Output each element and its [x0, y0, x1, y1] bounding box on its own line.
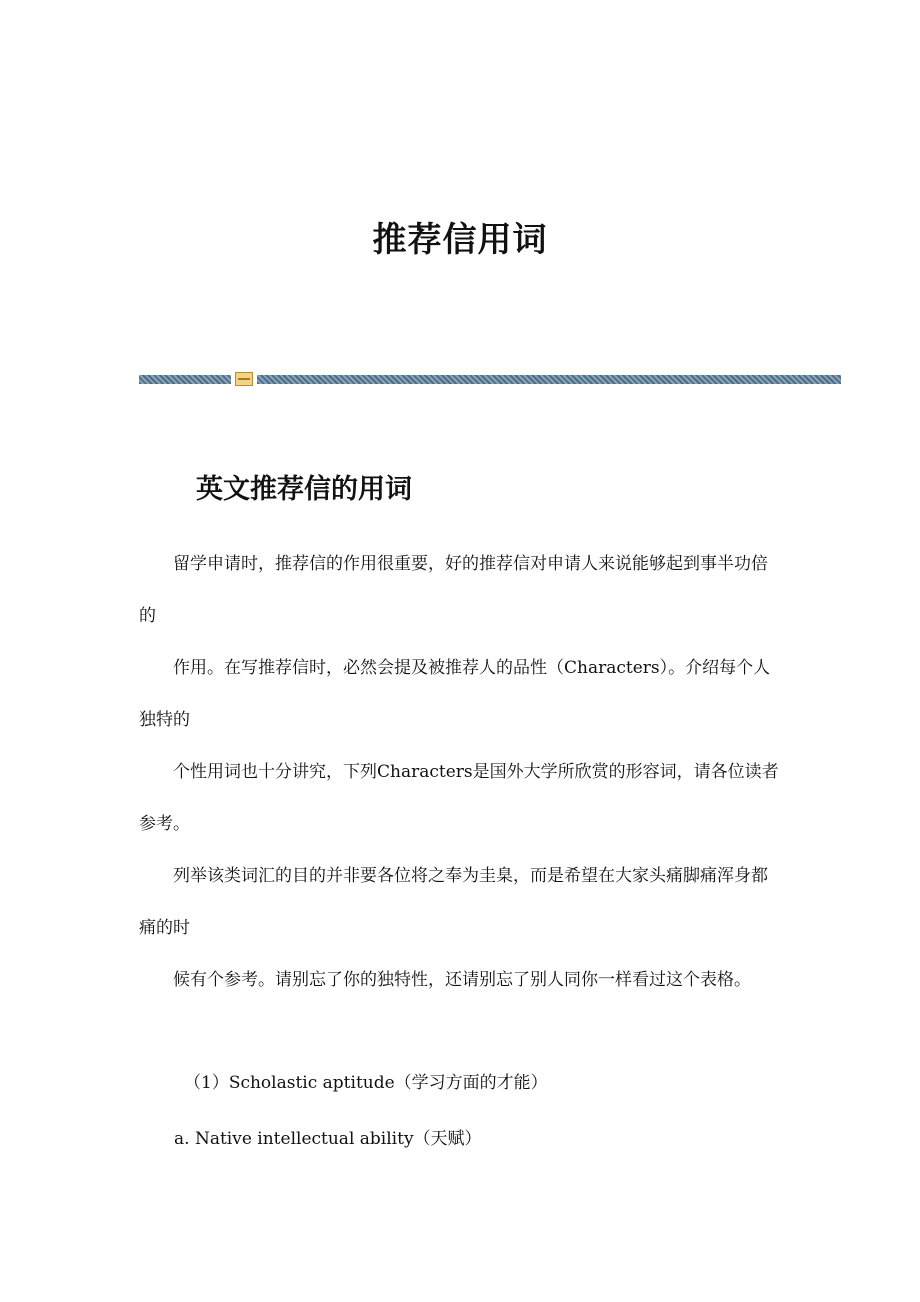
paragraph: 候有个参考。请别忘了你的独特性，还请别忘了别人同你一样看过这个表格。: [173, 970, 751, 990]
paragraph: 列举该类词汇的目的并非要各位将之奉为圭臬，而是希望在大家头痛脚痛浑身都痛的时: [139, 866, 768, 938]
divider-bar-right: [257, 375, 841, 384]
document-title: 推荐信用词: [372, 220, 548, 260]
paragraph: 个性用词也十分讲究，下列Characters是国外大学所欣赏的形容词，请各位读者参考。: [139, 762, 779, 834]
section-title: 英文推荐信的用词: [196, 474, 412, 505]
envelope-icon: [235, 372, 253, 386]
paragraph: 留学申请时，推荐信的作用很重要，好的推荐信对申请人来说能够起到事半功倍的: [139, 554, 768, 626]
list-item-native-ability: a. Native intellectual ability（天赋）: [174, 1129, 482, 1149]
paragraph: 作用。在写推荐信时，必然会提及被推荐人的品性（Characters）。介绍每个人独特的: [139, 658, 771, 730]
divider-bar-left: [139, 375, 231, 384]
decorative-divider: [139, 375, 841, 384]
list-heading-scholastic-aptitude: （1）Scholastic aptitude（学习方面的才能）: [184, 1073, 548, 1093]
